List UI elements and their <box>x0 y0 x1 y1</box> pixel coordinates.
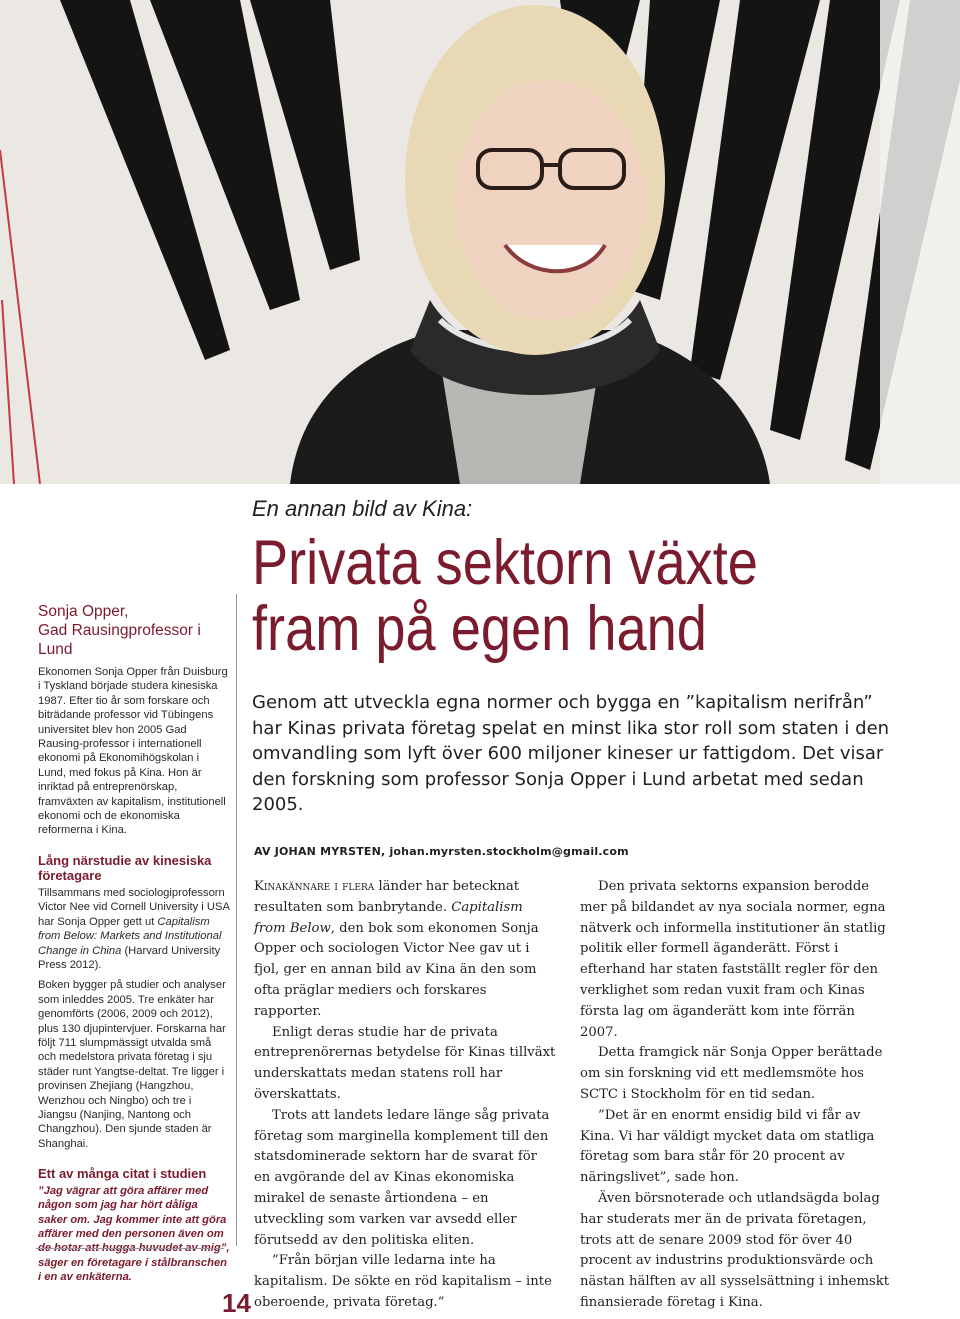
col2-paragraph-4: Även börsnoterade och utlandsägda bolag har studerats mer än de privata företagen, trots att de senare 2009 stod för över 40 procent av industrins produktionsvärde och nästan hälften av all sysselsättning i inhemskt finansierade företag i Kina. <box>580 1190 890 1310</box>
sidebar-name-line2: Gad Rausingprofessor i Lund <box>38 622 201 658</box>
column-divider <box>236 594 237 1246</box>
headline-line2: fram på egen hand <box>252 594 707 664</box>
col1-paragraph-1 <box>254 877 556 1023</box>
sidebar-bottom-rule <box>36 1248 224 1249</box>
sidebar-book-title: Capitalism from Below: Markets and Institutional Change in China <box>38 915 222 957</box>
col1-lead-in: Kinakännare i flera <box>254 879 375 894</box>
col1-p1-text-a: länder har betecknat resultaten som banbrytande. <box>254 879 519 915</box>
col2-paragraph-2: Detta framgick när Sonja Opper berättade om sin forskning vid ett medlemsmöte hos SCTC i Stockholm för en tid sedan. <box>580 1045 883 1102</box>
sidebar-name-line1: Sonja Opper, <box>38 603 129 620</box>
page-number: 14 <box>222 1288 251 1318</box>
col1-paragraph-3: Trots att landets ledare länge såg privata företag som marginella komplement till den statsdominerade sektorn har de svarat för en avgörande del av Kinas ekonomiska mirakel de senaste årtiondena – en utveckling som varken var avsedd eller förutsedd av den politiska eliten. <box>254 1107 550 1248</box>
portrait-illustration <box>0 0 960 484</box>
col1-book-title: Capitalism from Below <box>254 899 523 936</box>
sidebar-name <box>38 602 230 659</box>
sidebar-section1-heading: Lång närstudie av kinesiska företagare <box>38 852 212 884</box>
col1-paragraph-2: Enligt deras studie har de privata entreprenörernas betydelse för Kinas tillväxt underskattats medan statens roll har överskattats. <box>254 1024 556 1102</box>
col1-paragraph-4: ”Från början ville ledarna inte ha kapitalism. De sökte en röd kapitalism – inte oberoende, privata företag.” <box>254 1253 552 1310</box>
sidebar-section1-text-b: (Harvard University Press 2012). <box>38 944 221 971</box>
sidebar-quote: ”Jag vägrar att göra affärer med någon som jag har hört dåliga saker om. Jag kommer inte att göra affärer med den personen även om de hotar att hugga huvudet av mig”, säger en företagare i stålbranschen i en av enkäterna. <box>38 1184 230 1284</box>
sidebar-section1-paragraph2: Boken bygger på studier och analyser som inleddes 2005. Tre enkäter har genomförts (2006, 2009 och 2012), plus 130 djupintervjuer. Forskarna har följt 711 slumpmässigt utvalda små och medelstora privata företag i sju städer runt Yangtse-deltat. Tre ligger i provinsen Zhejiang (Hangzhou, Wenzhou och Ningbo) och tre i Jiangsu (Nanjing, Nantong och Changzhou). Den sjunde staden är Shanghai. <box>38 979 226 1150</box>
byline-email[interactable]: johan.myrsten.stockholm@gmail.com <box>389 845 629 858</box>
col1-p1-text-b: , den bok som ekonomen Sonja Opper och sociologen Victor Nee gav ut i fjol, ger en annan bild av Kina än den som ofta präglar mediers och forskares rapporter. <box>254 920 539 1019</box>
portrait-photo <box>0 0 960 484</box>
sidebar-factbox <box>38 602 230 1285</box>
sidebar-section1-paragraph1 <box>38 886 230 972</box>
sidebar-section2-heading: Ett av många citat i studien <box>38 1166 207 1182</box>
sidebar-section1-text-a: Tillsammans med sociologiprofessorn Victor Nee vid Cornell University i USA har Sonja Opper gett ut <box>38 886 230 928</box>
col2-paragraph-3: ”Det är en enormt ensidig bild vi får av Kina. Vi har väldigt mycket data om statliga företag som bara står för 20 procent av näringslivet”, sade hon. <box>580 1107 875 1186</box>
article-column-1 <box>254 877 556 1314</box>
article-ingress: Genom att utveckla egna normer och bygga en ”kapitalism nerifrån” har Kinas privata företag spelat en minst lika stor roll som staten i den omvandling som lyft över 600 miljoner kineser ur fattigdom. Det visar den forskning som professor Sonja Opper i Lund arbetat med sedan 2005. <box>252 692 890 815</box>
headline-line1: Privata sektorn växte <box>252 528 758 598</box>
sidebar-bio: Ekonomen Sonja Opper från Duisburg i Tyskland började studera kinesiska 1987. Efter tio år som forskare och biträdande professor vid Tübingens universitet blev hon 2005 Gad Rausing-professor i internationell ekonomi på Ekonomihögskolan i Lund, med fokus på Kina. Hon är inriktad på entreprenörskap, framväxten av kapitalism, institutionell ekonomi och de ekonomiska reformerna i Kina. <box>38 666 228 837</box>
article-column-2 <box>580 877 892 1314</box>
byline-author: AV JOHAN MYRSTEN, <box>254 845 386 858</box>
article-headline <box>252 530 854 662</box>
article-kicker: En annan bild av Kina: <box>252 496 473 521</box>
col2-paragraph-1: Den privata sektorns expansion berodde mer på bildandet av nya sociala normer, egna nätverk och informella institutioner än statlig politik eller formell äganderätt. Först i efterhand har staten fastställt regler för den verklighet som redan vuxit fram och Kinas första lag om äganderätt kom inte förrän 2007. <box>580 879 886 1040</box>
article-byline <box>254 845 629 858</box>
